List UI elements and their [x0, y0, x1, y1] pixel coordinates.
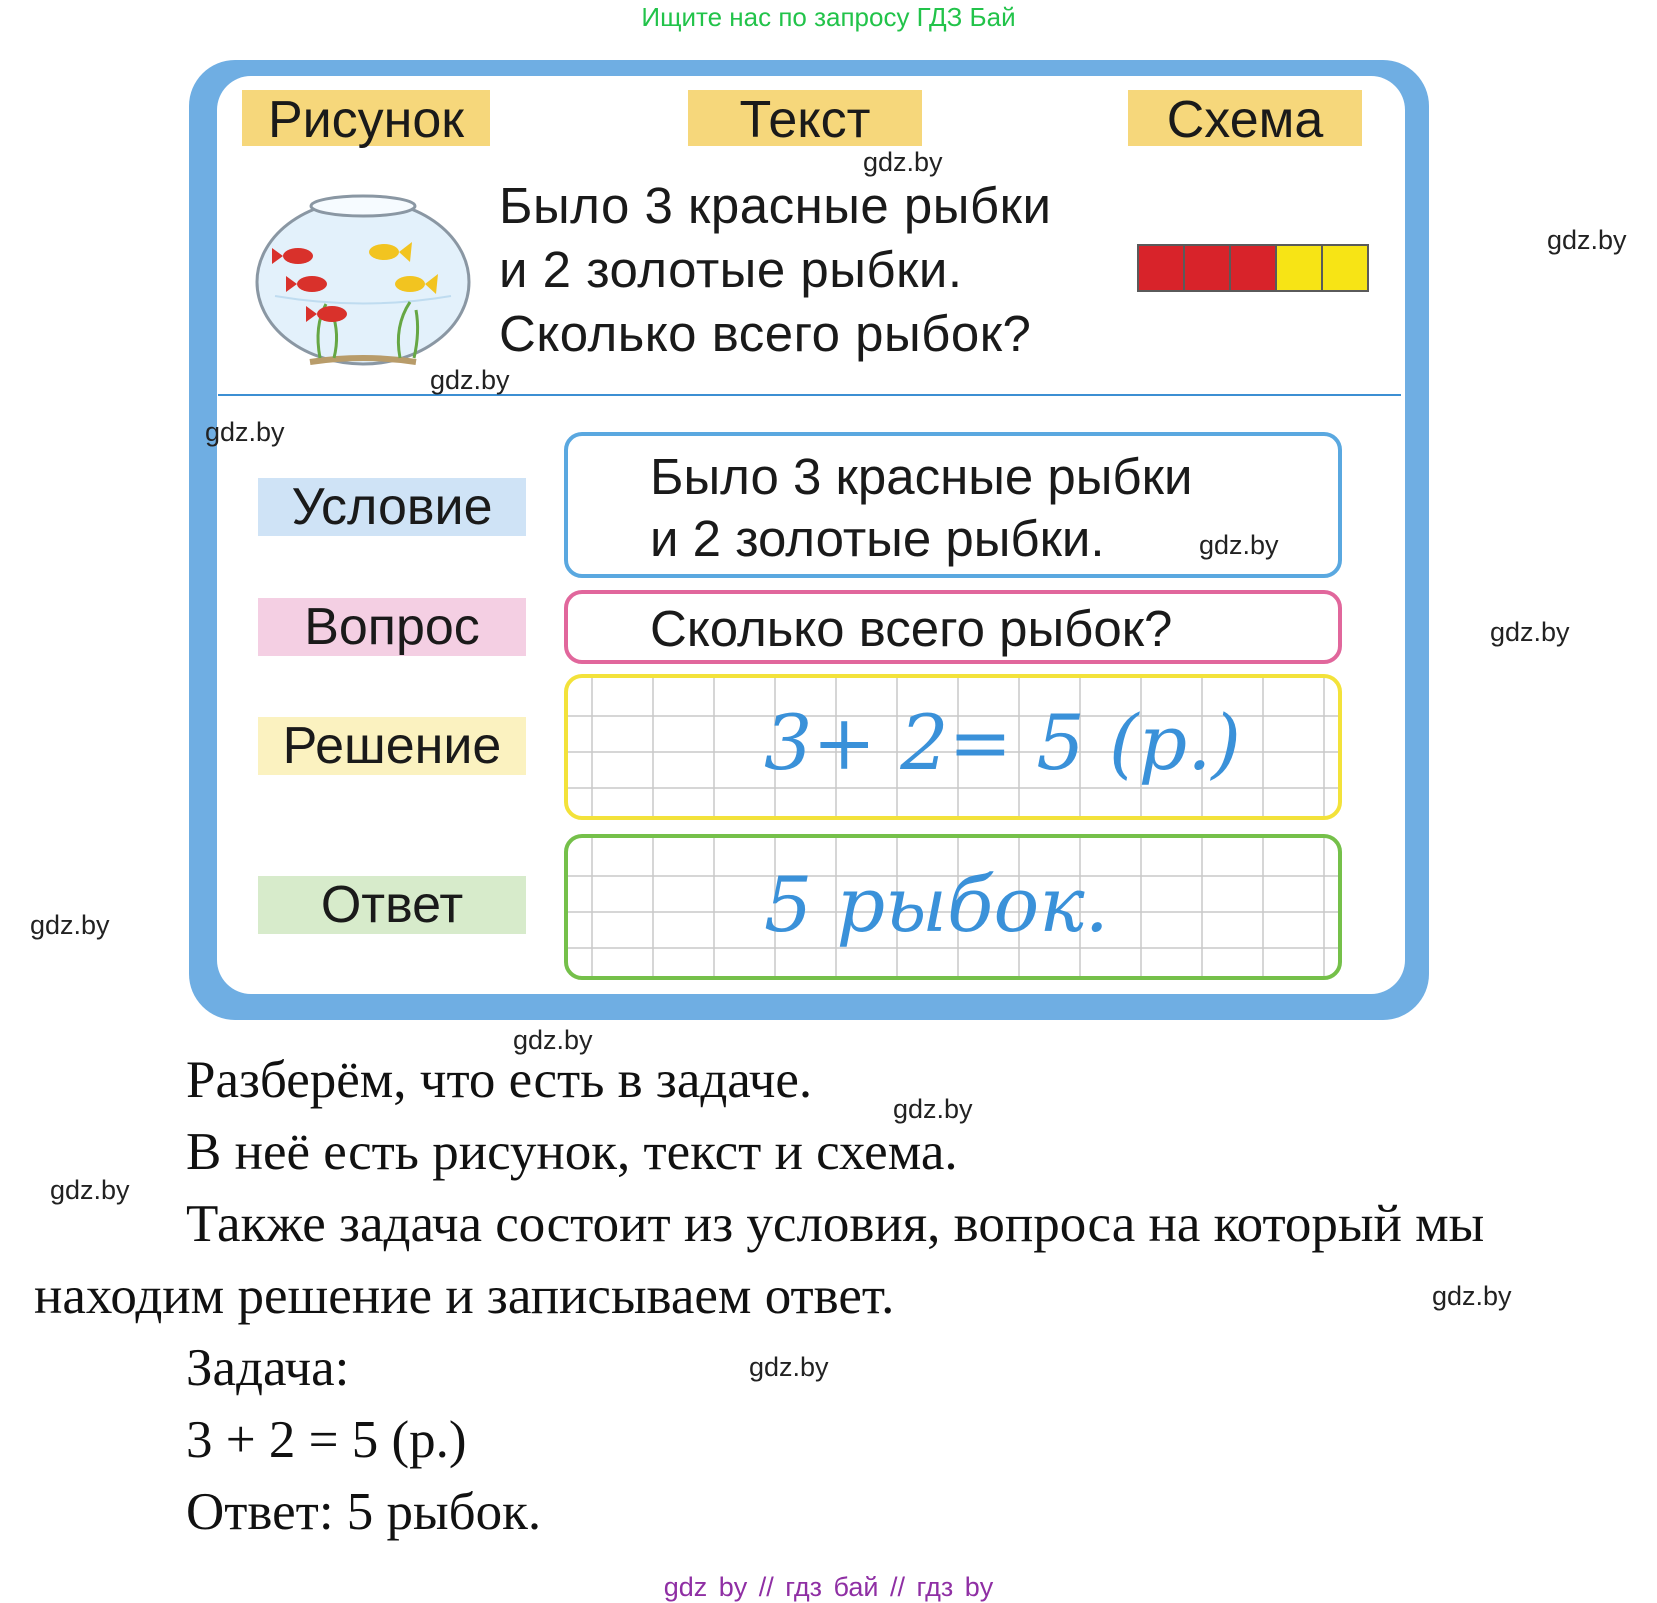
- watermark: gdz.by: [30, 910, 110, 940]
- watermark: gdz.by: [1490, 617, 1570, 647]
- question-text: Сколько всего рыбок?: [650, 600, 1173, 657]
- watermark: gdz.by: [50, 1175, 130, 1205]
- explanation-line: Также задача состоит из условия, вопроса на который мы: [186, 1195, 1485, 1253]
- watermark: gdz.by: [430, 365, 510, 395]
- explanation-line: В неё есть рисунок, текст и схема.: [186, 1123, 958, 1181]
- explanation-line: Ответ: 5 рыбок.: [186, 1483, 542, 1541]
- scheme-cell: [1322, 245, 1368, 291]
- scheme-bar: [1136, 243, 1378, 293]
- watermark: gdz.by: [893, 1094, 973, 1124]
- explanation-line: Разберём, что есть в задаче.: [186, 1051, 813, 1109]
- label-answer: Ответ: [258, 876, 526, 934]
- scheme-cell: [1230, 245, 1276, 291]
- watermark: gdz.by: [1199, 530, 1279, 560]
- scheme-cell: [1138, 245, 1184, 291]
- scheme-cell: [1276, 245, 1322, 291]
- label-question: Вопрос: [258, 598, 526, 656]
- condition-line: Было 3 красные рыбки: [650, 448, 1193, 505]
- solution-handwriting: 3+ 2= 5 (р.): [764, 698, 1242, 787]
- problem-line: Сколько всего рыбок?: [499, 305, 1032, 362]
- explanation-line: находим решение и записываем ответ.: [34, 1267, 895, 1325]
- condition-line: и 2 золотые рыбки.: [650, 510, 1105, 567]
- header-scheme: Схема: [1128, 90, 1362, 146]
- fishbowl-illustration: [250, 186, 476, 366]
- explanation-line: Задача:: [186, 1339, 350, 1397]
- answer-box: [564, 834, 1342, 980]
- watermark: gdz.by: [1432, 1281, 1512, 1311]
- header-text: Текст: [688, 90, 922, 146]
- problem-line: и 2 золотые рыбки.: [499, 241, 963, 298]
- label-condition: Условие: [258, 478, 526, 536]
- problem-text: [499, 174, 1051, 366]
- watermark: gdz.by: [749, 1352, 829, 1382]
- watermark: gdz.by: [205, 417, 285, 447]
- watermark: gdz.by: [1547, 225, 1627, 255]
- answer-handwriting: 5 рыбок.: [764, 860, 1109, 949]
- explanation-line: 3 + 2 = 5 (р.): [186, 1411, 467, 1469]
- scheme-cell: [1184, 245, 1230, 291]
- question-box: [564, 590, 1342, 664]
- card-divider: [218, 394, 1401, 396]
- search-banner: Ищите нас по запросу ГДЗ Бай: [641, 2, 1016, 32]
- solution-box: [564, 674, 1342, 820]
- problem-line: Было 3 красные рыбки: [499, 177, 1052, 234]
- header-picture: Рисунок: [242, 90, 490, 146]
- watermark: gdz.by: [513, 1025, 593, 1055]
- label-solution: Решение: [258, 717, 526, 775]
- watermark: gdz.by: [863, 147, 943, 177]
- footer-watermark: gdz by // гдз бай // гдз by: [663, 1572, 994, 1602]
